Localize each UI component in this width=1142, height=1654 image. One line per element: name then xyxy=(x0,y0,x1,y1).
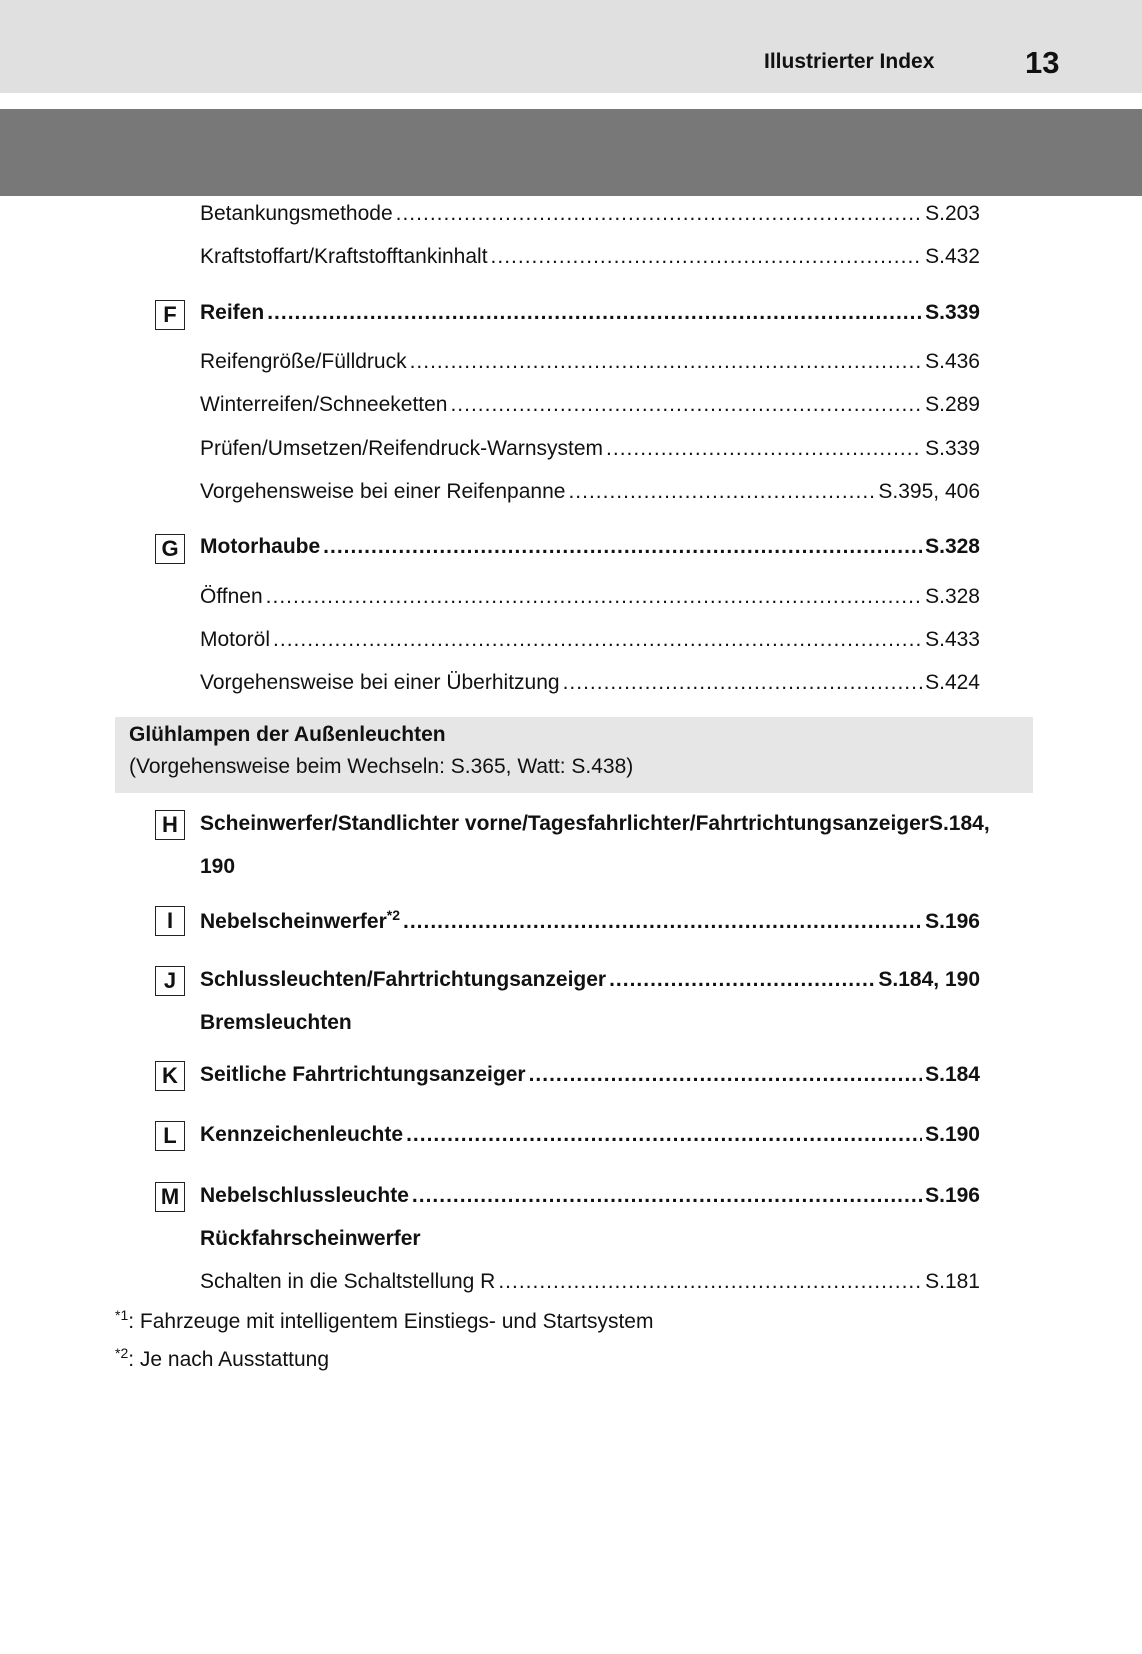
dot-leader xyxy=(606,437,922,461)
dot-leader xyxy=(406,1123,922,1147)
footnote-text: : Je nach Ausstattung xyxy=(128,1348,330,1371)
entry-label: Nebelschlussleuchte xyxy=(200,1184,409,1207)
index-entry xyxy=(200,245,980,273)
letter-marker-l: L xyxy=(155,1121,185,1151)
entry-label: Winterreifen/Schneeketten xyxy=(200,393,448,416)
entry-page: S.196 xyxy=(925,1184,980,1207)
entry-label xyxy=(200,907,400,934)
entry-page: S.432 xyxy=(925,245,980,268)
dot-leader xyxy=(498,1270,922,1294)
entry-label: Kraftstoffart/Kraftstofftankinhalt xyxy=(200,245,488,268)
entry-page: S.424 xyxy=(925,671,980,694)
dot-leader xyxy=(568,480,875,504)
index-entry xyxy=(200,1270,980,1298)
entry-label: Seitliche Fahrtrichtungsanzeiger xyxy=(200,1063,526,1086)
page-number: 13 xyxy=(1025,45,1060,80)
index-entry-kennzeichen xyxy=(200,1123,980,1151)
dot-leader xyxy=(403,910,922,934)
entry-label: Kennzeichenleuchte xyxy=(200,1123,404,1146)
label-text: Nebelscheinwerfer xyxy=(200,910,387,933)
section-title: Illustrierter Index xyxy=(764,50,935,73)
index-entry xyxy=(200,393,980,421)
dot-leader xyxy=(609,968,875,992)
footnote-mark: *2 xyxy=(115,1345,129,1361)
entry-label: Vorgehensweise bei einer Reifenpanne xyxy=(200,480,566,503)
index-entry-reifen xyxy=(200,301,980,329)
sub-entry-bremsleuchten: Bremsleuchten xyxy=(200,1011,352,1034)
entry-label: Schalten in die Schaltstellung R xyxy=(200,1270,496,1293)
footnote-ref: *2 xyxy=(386,907,400,923)
footnote-text: : Fahrzeuge mit intelligentem Einstiegs- und Startsystem xyxy=(128,1310,654,1333)
index-entry-motorhaube xyxy=(200,535,980,563)
entry-label: Öffnen xyxy=(200,585,263,608)
entry-label: Reifengröße/Fülldruck xyxy=(200,350,407,373)
dot-leader xyxy=(273,628,922,652)
entry-page: S.289 xyxy=(925,393,980,416)
entry-page: S.436 xyxy=(925,350,980,373)
index-entry xyxy=(200,202,980,230)
header-band xyxy=(0,109,1142,196)
entry-label: Motorhaube xyxy=(200,535,321,558)
entry-page-continued: 190 xyxy=(200,855,236,878)
index-entry-scheinwerfer xyxy=(200,812,990,836)
dot-leader xyxy=(267,301,922,325)
dot-leader xyxy=(563,671,923,695)
entry-label: Vorgehensweise bei einer Überhitzung xyxy=(200,671,560,694)
entry-page: S.339 xyxy=(925,437,980,460)
index-entry xyxy=(200,671,980,699)
entry-page: S.328 xyxy=(925,535,980,558)
entry-label: Prüfen/Umsetzen/Reifendruck-Warnsystem xyxy=(200,437,604,460)
entry-page: S.184, xyxy=(928,812,990,835)
entry-label: Motoröl xyxy=(200,628,271,651)
dot-leader xyxy=(412,1184,922,1208)
page-header xyxy=(0,0,1142,93)
letter-marker-m: M xyxy=(155,1182,185,1212)
entry-page: S.181 xyxy=(925,1270,980,1293)
letter-marker-g: G xyxy=(155,534,185,564)
footnote-1 xyxy=(115,1307,653,1334)
entry-page: S.339 xyxy=(925,301,980,324)
index-entry-schlussleuchten xyxy=(200,968,980,996)
index-entry-nebelschluss xyxy=(200,1184,980,1212)
dot-leader xyxy=(396,202,922,226)
index-entry-nebelscheinwerfer xyxy=(200,907,980,935)
entry-page: S.395, 406 xyxy=(878,480,980,503)
footnote-2 xyxy=(115,1345,329,1372)
dot-leader xyxy=(266,585,922,609)
dot-leader xyxy=(410,350,923,374)
letter-marker-h: H xyxy=(155,810,185,840)
dot-leader xyxy=(491,245,923,269)
entry-page: S.196 xyxy=(925,910,980,933)
index-entry xyxy=(200,585,980,613)
bulbs-subtitle: (Vorgehensweise beim Wechseln: S.365, Watt: S.438) xyxy=(129,755,634,778)
index-entry-seitliche xyxy=(200,1063,980,1091)
footnote-mark: *1 xyxy=(115,1307,129,1323)
entry-page: S.184, 190 xyxy=(878,968,980,991)
index-entry xyxy=(200,350,980,378)
entry-page: S.184 xyxy=(925,1063,980,1086)
entry-page: S.433 xyxy=(925,628,980,651)
letter-marker-k: K xyxy=(155,1061,185,1091)
letter-marker-i: I xyxy=(155,906,185,936)
entry-page: S.203 xyxy=(925,202,980,225)
entry-page: S.190 xyxy=(925,1123,980,1146)
bulbs-title: Glühlampen der Außenleuchten xyxy=(129,723,446,746)
entry-label: Schlussleuchten/Fahrtrichtungsanzeiger xyxy=(200,968,607,991)
dot-leader xyxy=(323,535,922,559)
bulbs-info-box xyxy=(115,717,1033,793)
entry-page: S.328 xyxy=(925,585,980,608)
entry-label: Betankungsmethode xyxy=(200,202,393,225)
letter-marker-f: F xyxy=(155,300,185,330)
index-entry xyxy=(200,437,980,465)
index-entry xyxy=(200,628,980,656)
dot-leader xyxy=(450,393,922,417)
sub-entry-rueckfahr: Rückfahrscheinwerfer xyxy=(200,1227,421,1250)
entry-label: Scheinwerfer/Standlichter vorne/Tagesfahrlichter/Fahrtrichtungsanzeiger xyxy=(200,812,929,835)
index-entry xyxy=(200,480,980,508)
entry-label: Reifen xyxy=(200,301,265,324)
dot-leader xyxy=(529,1063,923,1087)
letter-marker-j: J xyxy=(155,966,185,996)
